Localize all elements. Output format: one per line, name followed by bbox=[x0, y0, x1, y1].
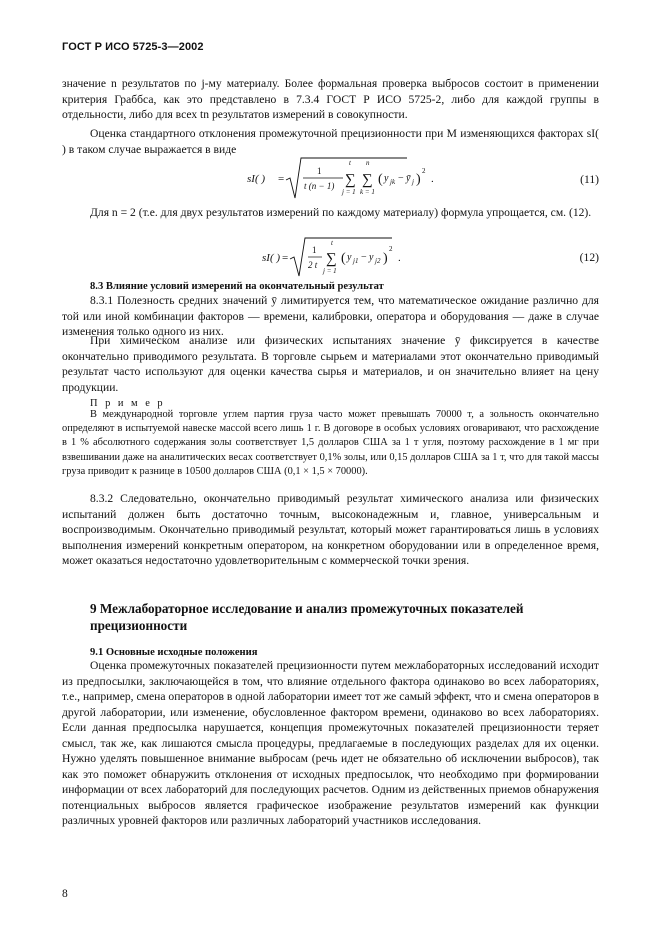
eq12-power: 2 bbox=[389, 245, 393, 253]
eq12-sum-bottom: j = 1 bbox=[323, 267, 337, 275]
eq12-frac-den: 2 t bbox=[308, 260, 318, 270]
paragraph-std-estimate: Оценка стандартного отклонения промежуточной прецизионности при M изменяющихся факторах sI( ) в таком случае выражается в виде bbox=[62, 127, 599, 156]
eq12-term-b: y bbox=[369, 252, 374, 263]
heading-8-3: 8.3 Влияние условий измерений на окончательный результат bbox=[90, 281, 384, 292]
eq12-term-b-sub: j2 bbox=[375, 257, 381, 265]
eq11-lhs: sI( ) bbox=[247, 173, 266, 185]
equation-11-number: (11) bbox=[580, 173, 599, 186]
svg-text:.: . bbox=[431, 173, 434, 185]
paragraph-chemical-analysis: При химическом анализе или физических испытаниях значение ȳ фиксируется в качестве окончательно приводимого результата. В торговле сырьем и материалами этот окончательно приводимый результат часто используют для оценки качества сырья и материалов, и он значительно влияет на цену продукции. bbox=[62, 334, 599, 394]
equation-11 bbox=[247, 156, 447, 202]
page-number: 8 bbox=[62, 888, 68, 900]
svg-text:∑: ∑ bbox=[345, 172, 356, 188]
eq11-sum-inner-bottom: k = 1 bbox=[360, 188, 375, 196]
example-text: В международной торговле углем партия груза часто может превышать 70000 т, а зольность окончательно определяют в испытуемой навеске массой всего лишь 1 г. В договоре в особых условиях оговаривают, что расхождение в 1 % абсолютного содержания золы соответствует 1,5 долларов США за 1 т угля, поэтому расхождение в 1 мг при взвешивании даже на аналитических весах соответствует 0,1% золы, или 0,15 долларов США за 1 т, что для такой массы груза приводит к разнице в 10500 долларов США (0,1 × 1,5 × 70000). bbox=[62, 409, 599, 477]
eq11-power: 2 bbox=[422, 167, 426, 175]
paragraph-8-3-1: 8.3.1 Полезность средних значений ȳ лимитируется тем, что математическое ожидание различно для той или иной комбинации факторов — времени, калибровки, оператора и оборудования — даже в случае изменения только одного из них. bbox=[62, 294, 599, 338]
paragraph-simplification: Для n = 2 (т.е. для двух результатов измерений по каждому материалу) формула упрощается, см. (12). bbox=[90, 206, 592, 219]
eq12-term-a: y bbox=[347, 252, 352, 263]
eq12-sum-top: t bbox=[331, 239, 333, 247]
paragraph-outliers: значение n результатов по j-му материалу. Более формальная проверка выбросов состоит в применении критерия Граббса, как это представлено в 7.3.4 ГОСТ Р ИСО 5725-2, либо для каждой группы в отдельности, либо для всех tn результатов измерений в совокупности. bbox=[62, 77, 599, 121]
svg-text:−: − bbox=[398, 173, 404, 184]
svg-text:.: . bbox=[398, 252, 401, 264]
eq12-term-a-sub: j1 bbox=[353, 257, 359, 265]
svg-text:=: = bbox=[278, 173, 285, 185]
svg-text:∑: ∑ bbox=[326, 251, 337, 267]
eq12-lhs: sI( ) bbox=[262, 252, 281, 264]
svg-text:−: − bbox=[361, 252, 367, 263]
eq11-frac-num: 1 bbox=[317, 166, 322, 176]
svg-text:(: ( bbox=[341, 251, 346, 266]
eq11-sum-outer-top: t bbox=[349, 159, 351, 167]
eq11-frac-den: t (n − 1) bbox=[304, 181, 335, 191]
eq11-term-a: y bbox=[384, 173, 389, 184]
svg-text:∑: ∑ bbox=[362, 172, 373, 188]
svg-text:): ) bbox=[416, 172, 421, 187]
example-label: П р и м е р bbox=[90, 398, 166, 409]
equation-12 bbox=[262, 236, 412, 280]
paragraph-8-3-2: 8.3.2 Следовательно, окончательно приводимый результат химического анализа или физических испытаний должен быть достаточно точным, высоконадежным и, главное, универсальным и воспроизводимым. Окончательно приводимый результат, который может гарантироваться лишь в условиях выполнения измерений конкретным оператором, на конкретном оборудовании или в определенное время, может оказаться недостаточно удовлетворительным с коммерческой точки зрения. bbox=[62, 492, 599, 567]
eq11-term-b: ȳ bbox=[406, 173, 411, 184]
eq12-frac-num: 1 bbox=[312, 245, 317, 255]
svg-text:(: ( bbox=[378, 172, 383, 187]
eq11-term-a-sub: jk bbox=[390, 178, 396, 186]
eq11-sum-outer-bottom: j = 1 bbox=[342, 188, 356, 196]
paragraph-9-1: Оценка промежуточных показателей прецизионности путем межлабораторных исследований исходит из предпосылки, заключающейся в том, что влияние отдельного фактора одинаково во всех лабораториях, т.е., например, смена операторов в одной лаборатории имеет тот же самый эффект, что и смена операторов в другой лаборатории, или изменение, обусловленное фактором времени, одинаково во всех лабораториях. Если данная предпосылка нарушается, концепция промежуточных показателей прецизионности теряет смысл, так же, как лишаются смысла процедуры, предлагаемые в последующих разделах для их оценки. Нужно уделять повышенное внимание выбросам (речь идет не обязательно об исключении выбросов), так как это поможет обнаружить отклонения от исходных предпосылок, что необходимо при формировании информации от всех лабораторий для последующих расчетов. Одним из действенных приемов обнаружения потенциальных выбросов является графическое изображение результатов измерений как функции различных уровней факторов или различных лабораторий участников исследования. bbox=[62, 659, 599, 827]
heading-9-1: 9.1 Основные исходные положения bbox=[90, 647, 258, 658]
svg-text:): ) bbox=[383, 251, 388, 266]
svg-text:=: = bbox=[282, 252, 289, 264]
section-9-title: 9 Межлабораторное исследование и анализ промежуточных показателей прецизионности bbox=[90, 601, 524, 633]
eq11-term-b-sub: j bbox=[412, 178, 414, 186]
equation-12-number: (12) bbox=[579, 251, 599, 264]
eq11-sum-inner-top: n bbox=[366, 159, 370, 167]
document-header: ГОСТ Р ИСО 5725-3—2002 bbox=[62, 41, 204, 53]
